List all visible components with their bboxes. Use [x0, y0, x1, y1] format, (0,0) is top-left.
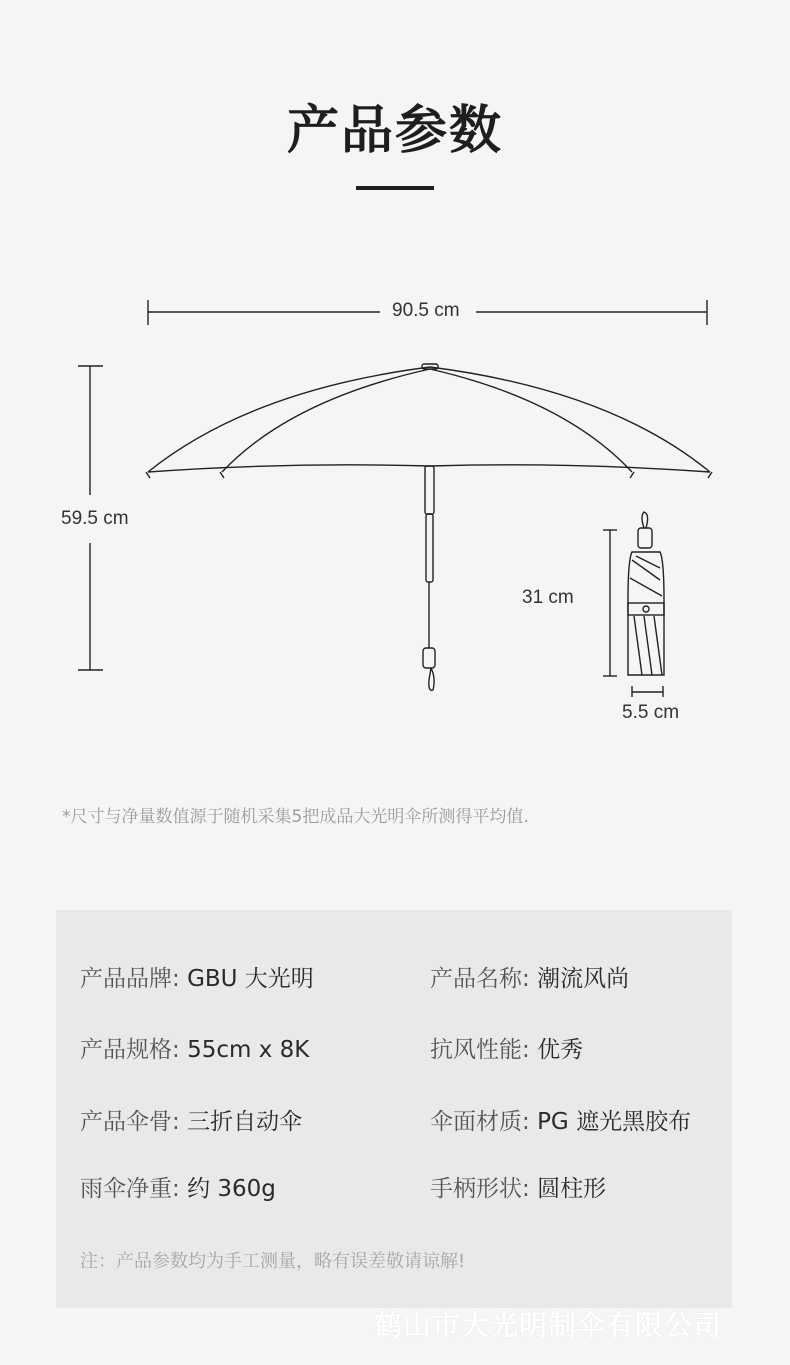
umbrella-strap	[429, 668, 434, 690]
folded-umbrella-fold-2	[630, 578, 662, 596]
spec-value: 圆柱形	[537, 1176, 607, 1202]
measurement-note: *尺寸与净量数值源于随机采集5把成品大光明伞所测得平均值.	[62, 807, 529, 827]
spec-value: GBU 大光明	[187, 966, 314, 992]
umbrella-shaft-upper	[425, 466, 434, 514]
umbrella-tip-mid-right	[630, 472, 634, 478]
spec-value: 优秀	[537, 1037, 584, 1063]
folded-umbrella-cap	[638, 528, 652, 548]
folded-umbrella-band	[628, 603, 664, 615]
umbrella-canopy-rib-right	[430, 369, 632, 472]
folded-umbrella-strap	[642, 512, 648, 528]
spec-disclaimer: 注：产品参数均为手工测量，略有误差敬请谅解!	[80, 1251, 466, 1272]
umbrella-handle	[423, 648, 435, 668]
folded-length-label: 31 cm	[522, 587, 574, 608]
umbrella-tip-left	[146, 472, 150, 478]
umbrella-canopy-outline	[148, 367, 710, 472]
width-dimension-label: 90.5 cm	[392, 300, 460, 321]
spec-label: 抗风性能:	[430, 1037, 530, 1063]
spec-size	[80, 1031, 309, 1064]
spec-label: 雨伞净重:	[80, 1176, 180, 1202]
spec-value: 约 360g	[187, 1176, 276, 1202]
umbrella-canopy-rib-left	[222, 369, 430, 472]
spec-label: 产品名称:	[430, 966, 530, 992]
folded-width-label: 5.5 cm	[622, 702, 680, 723]
spec-handle-shape	[430, 1170, 606, 1203]
spec-brand	[80, 960, 314, 993]
spec-fabric	[430, 1103, 691, 1136]
folded-umbrella-fold-1	[632, 560, 660, 580]
spec-value: 三折自动伞	[187, 1109, 303, 1135]
spec-value: PG 遮光黑胶布	[537, 1109, 692, 1135]
umbrella-shaft-lower	[426, 514, 433, 582]
umbrella-tip-mid-left	[220, 472, 224, 478]
spec-label: 产品品牌:	[80, 966, 180, 992]
folded-umbrella-fold-4	[634, 616, 642, 675]
height-dimension-label: 59.5 cm	[61, 508, 129, 529]
spec-label: 产品规格:	[80, 1037, 180, 1063]
spec-label: 伞面材质:	[430, 1109, 530, 1135]
folded-umbrella-fold-6	[654, 616, 662, 675]
umbrella-tip-right	[708, 472, 712, 478]
spec-weight	[80, 1170, 276, 1203]
spec-label: 产品伞骨:	[80, 1109, 180, 1135]
spec-label: 手柄形状:	[430, 1176, 530, 1202]
spec-value: 潮流风尚	[537, 966, 630, 992]
folded-umbrella-button	[643, 606, 649, 612]
spec-value: 55cm x 8K	[187, 1037, 310, 1063]
company-watermark: 鹤山市大光明制伞有限公司	[374, 1309, 723, 1342]
page-title: 产品参数	[286, 101, 503, 161]
spec-name	[430, 960, 629, 993]
folded-umbrella-fold-5	[644, 616, 652, 675]
spec-wind-resistance	[430, 1031, 583, 1064]
spec-frame	[80, 1103, 302, 1136]
